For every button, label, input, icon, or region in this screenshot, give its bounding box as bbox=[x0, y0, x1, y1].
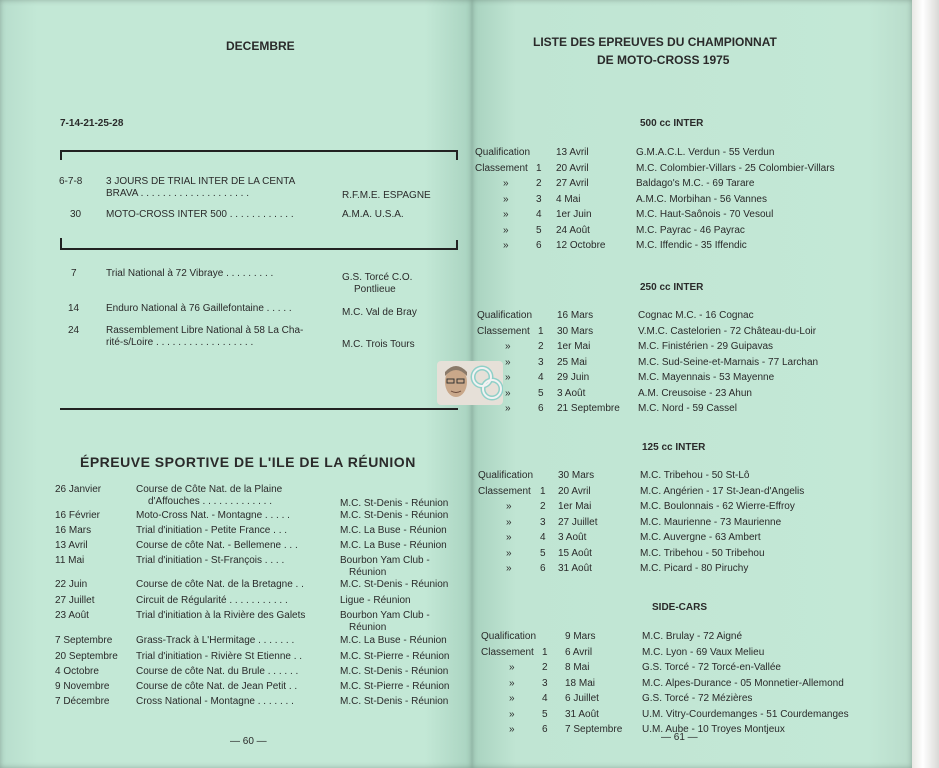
box-right-tick-bottom bbox=[456, 240, 458, 250]
reunion-event: Trial d'initiation à la Rivière des Galets bbox=[136, 610, 306, 621]
box-right-tick-top bbox=[456, 150, 458, 160]
row-date: 20 Avril bbox=[558, 485, 591, 497]
reunion-organizer-line2: Réunion bbox=[349, 567, 387, 578]
row-date: 1er Mai bbox=[557, 341, 591, 352]
reunion-event: Moto-Cross Nat. - Montagne . . . . . bbox=[136, 510, 290, 521]
row-date: 31 Août bbox=[558, 563, 592, 574]
box-left-tick-top bbox=[60, 150, 62, 160]
reunion-organizer: Bourbon Yam Club - bbox=[340, 610, 430, 621]
row-date: 9 Mars bbox=[565, 631, 596, 642]
row-number: 4 bbox=[536, 209, 542, 220]
row-label: » bbox=[503, 224, 509, 236]
row-date: 4 Mai bbox=[556, 193, 581, 205]
row-date: 20 Avril bbox=[556, 162, 589, 174]
boxed-organizer: R.F.M.E. ESPAGNE bbox=[342, 190, 431, 201]
row-label: » bbox=[506, 547, 512, 559]
row-label: » bbox=[505, 356, 511, 368]
box-bottom-rule bbox=[60, 248, 458, 250]
reunion-organizer: M.C. St-Denis - Réunion bbox=[340, 666, 449, 677]
row-label: » bbox=[503, 240, 509, 251]
row-number: 3 bbox=[540, 516, 546, 528]
row-club: U.M. Aube - 10 Troyes Montjeux bbox=[642, 724, 785, 735]
row-club: M.C. Nord - 59 Cassel bbox=[638, 403, 737, 414]
portrait-icon bbox=[441, 362, 471, 402]
row-number: 2 bbox=[540, 501, 546, 512]
row-number: 5 bbox=[542, 708, 548, 720]
row-club: M.C. Angérien - 17 St-Jean-d'Angelis bbox=[640, 485, 805, 497]
right-title-line1: LISTE DES EPREUVES DU CHAMPIONNAT bbox=[533, 35, 777, 49]
reunion-date: 13 Avril bbox=[55, 540, 88, 551]
row-label: » bbox=[505, 387, 511, 399]
reunion-organizer-line2: Réunion bbox=[349, 622, 387, 633]
december-event-organizer: M.C. Trois Tours bbox=[342, 339, 415, 350]
row-label: Qualification bbox=[475, 147, 531, 158]
row-date: 1er Juin bbox=[556, 209, 592, 220]
row-club: M.C. Sud-Seine-et-Marnais - 77 Larchan bbox=[638, 356, 819, 368]
row-date: 30 Mars bbox=[558, 470, 595, 481]
date-line: 7-14-21-25-28 bbox=[60, 118, 124, 129]
row-club: G.S. Torcé - 72 Mézières bbox=[642, 693, 753, 704]
reunion-event: Course de côte Nat. de la Bretagne . . bbox=[136, 579, 304, 590]
december-event-organizer: M.C. Val de Bray bbox=[342, 307, 417, 318]
reunion-date: 16 Mars bbox=[55, 525, 92, 536]
reunion-title: ÉPREUVE SPORTIVE DE L'ILE DE LA RÉUNION bbox=[80, 454, 416, 470]
reunion-event: Course de côte Nat. de Jean Petit . . bbox=[136, 681, 298, 692]
reunion-organizer: M.C. St-Pierre - Réunion bbox=[340, 681, 450, 692]
december-event-date: 7 bbox=[71, 268, 77, 279]
row-label: Classement bbox=[481, 646, 534, 658]
row-date: 25 Mai bbox=[557, 356, 588, 368]
row-date: 7 Septembre bbox=[565, 724, 623, 735]
left-page-header: DECEMBRE bbox=[226, 39, 295, 53]
reunion-event: Circuit de Régularité . . . . . . . . . . . bbox=[136, 595, 288, 606]
row-number: 5 bbox=[538, 387, 544, 399]
row-date: 18 Mai bbox=[565, 677, 596, 689]
box-top-rule bbox=[60, 150, 458, 152]
row-date: 6 Avril bbox=[565, 646, 593, 658]
row-club: V.M.C. Castelorien - 72 Château-du-Loir bbox=[638, 325, 817, 337]
row-number: 6 bbox=[540, 563, 546, 574]
row-date: 30 Mars bbox=[557, 325, 594, 337]
right-page-number: — 61 — bbox=[661, 732, 698, 743]
row-club: Baldago's M.C. - 69 Tarare bbox=[636, 178, 755, 189]
boxed-date: 6-7-8 bbox=[59, 176, 83, 187]
row-label: Qualification bbox=[478, 470, 534, 481]
row-club: M.C. Lyon - 69 Vaux Melieu bbox=[642, 646, 765, 658]
row-club: M.C. Maurienne - 73 Maurienne bbox=[640, 516, 782, 528]
row-number: 5 bbox=[540, 547, 546, 559]
reunion-organizer: Bourbon Yam Club - bbox=[340, 555, 430, 566]
row-date: 12 Octobre bbox=[556, 240, 606, 251]
row-number: 2 bbox=[536, 178, 542, 189]
reunion-organizer: M.C. La Buse - Réunion bbox=[340, 540, 447, 551]
boxed-event: 3 JOURS DE TRIAL INTER DE LA CENTA bbox=[106, 176, 296, 187]
reunion-date: 27 Juillet bbox=[55, 595, 95, 606]
section-heading: 250 cc INTER bbox=[640, 282, 704, 293]
row-date: 3 Août bbox=[558, 532, 587, 543]
section-heading: 500 cc INTER bbox=[640, 118, 704, 129]
row-club: M.C. Mayennais - 53 Mayenne bbox=[638, 372, 775, 383]
row-club: M.C. Auvergne - 63 Ambert bbox=[640, 532, 761, 543]
row-number: 4 bbox=[540, 532, 546, 543]
row-number: 6 bbox=[538, 403, 544, 414]
row-label: » bbox=[506, 516, 512, 528]
row-club: M.C. Tribehou - 50 St-Lô bbox=[640, 470, 750, 481]
reunion-date: 22 Juin bbox=[55, 579, 88, 590]
december-event-name: Trial National à 72 Vibraye . . . . . . . . . bbox=[106, 268, 274, 279]
row-club: A.M.C. Morbihan - 56 Vannes bbox=[636, 193, 767, 205]
row-club: M.C. Picard - 80 Piruchy bbox=[640, 563, 749, 574]
row-label: Classement bbox=[478, 485, 531, 497]
section-heading: 125 cc INTER bbox=[642, 442, 706, 453]
reunion-organizer: M.C. La Buse - Réunion bbox=[340, 525, 447, 536]
row-date: 13 Avril bbox=[556, 147, 589, 158]
row-number: 2 bbox=[542, 662, 548, 673]
row-label: » bbox=[509, 708, 515, 720]
row-club: U.M. Vitry-Courdemanges - 51 Courdemanges bbox=[642, 708, 849, 720]
reunion-date: 16 Février bbox=[55, 510, 101, 521]
reunion-date: 4 Octobre bbox=[55, 666, 99, 677]
reunion-organizer: M.C. St-Pierre - Réunion bbox=[340, 651, 450, 662]
reunion-event: Cross National - Montagne . . . . . . . bbox=[136, 696, 294, 707]
row-number: 3 bbox=[538, 356, 544, 368]
row-number: 3 bbox=[542, 677, 548, 689]
row-club: M.C. Iffendic - 35 Iffendic bbox=[636, 240, 747, 251]
reunion-event: Trial d'initiation - Rivière St Etienne . . bbox=[136, 651, 303, 662]
reunion-organizer: M.C. St-Denis - Réunion bbox=[340, 579, 449, 590]
row-club: M.C. Colombier-Villars - 25 Colombier-Villars bbox=[636, 162, 835, 174]
row-label: » bbox=[509, 677, 515, 689]
reunion-event: Trial d'initiation - Petite France . . . bbox=[136, 525, 288, 536]
december-event-date: 24 bbox=[68, 325, 80, 336]
december-event-name: Rassemblement Libre National à 58 La Cha- bbox=[106, 325, 304, 336]
row-number: 5 bbox=[536, 224, 542, 236]
row-number: 6 bbox=[542, 724, 548, 735]
row-label: Classement bbox=[475, 162, 528, 174]
row-label: » bbox=[509, 693, 515, 704]
reunion-organizer: M.C. La Buse - Réunion bbox=[340, 635, 447, 646]
row-label: » bbox=[503, 209, 509, 220]
row-club: M.C. Alpes-Durance - 05 Monnetier-Allemond bbox=[642, 677, 844, 689]
row-date: 3 Août bbox=[557, 387, 586, 399]
reunion-date: 26 Janvier bbox=[55, 484, 102, 495]
reunion-date: 23 Août bbox=[55, 610, 89, 621]
page-edges bbox=[912, 0, 939, 768]
row-label: » bbox=[509, 724, 515, 735]
row-label: » bbox=[506, 532, 512, 543]
row-number: 4 bbox=[542, 693, 548, 704]
row-number: 1 bbox=[538, 325, 544, 337]
row-club: M.C. Haut-Saônois - 70 Vesoul bbox=[636, 209, 774, 220]
row-label: Classement bbox=[477, 325, 530, 337]
boxed-date: 30 bbox=[70, 209, 82, 220]
december-event-date: 14 bbox=[68, 303, 80, 314]
reunion-date: 7 Septembre bbox=[55, 635, 113, 646]
row-number: 4 bbox=[538, 372, 544, 383]
row-club: G.M.A.C.L. Verdun - 55 Verdun bbox=[636, 147, 775, 158]
reunion-event: Course de côte Nat. du Brule . . . . . . bbox=[136, 666, 299, 677]
row-label: » bbox=[506, 563, 512, 574]
december-event-organizer-line2: Pontlieue bbox=[354, 284, 396, 295]
row-label: » bbox=[506, 501, 512, 512]
reunion-event-line2: d'Affouches . . . . . . . . . . . . . bbox=[148, 496, 272, 507]
row-number: 2 bbox=[538, 341, 544, 352]
reunion-organizer: M.C. St-Denis - Réunion bbox=[340, 498, 449, 509]
row-label: » bbox=[503, 193, 509, 205]
row-date: 6 Juillet bbox=[565, 693, 599, 704]
row-date: 27 Juillet bbox=[558, 516, 598, 528]
row-date: 8 Mai bbox=[565, 662, 590, 673]
row-label: » bbox=[503, 178, 509, 189]
reunion-date: 11 Mai bbox=[55, 555, 85, 566]
december-event-name-line2: rité-s/Loire . . . . . . . . . . . . . . . . . . bbox=[106, 337, 254, 348]
row-label: » bbox=[505, 372, 511, 383]
row-number: 6 bbox=[536, 240, 542, 251]
reunion-event: Course de Côte Nat. de la Plaine bbox=[136, 484, 283, 495]
row-date: 15 Août bbox=[558, 547, 592, 559]
row-label: » bbox=[505, 341, 511, 352]
reunion-organizer: M.C. St-Denis - Réunion bbox=[340, 510, 449, 521]
row-club: M.C. Brulay - 72 Aigné bbox=[642, 631, 743, 642]
box-left-tick-bottom bbox=[60, 238, 62, 248]
row-club: G.S. Torcé - 72 Torcé-en-Vallée bbox=[642, 662, 781, 673]
right-title-line2: DE MOTO-CROSS 1975 bbox=[597, 53, 730, 67]
row-club: M.C. Tribehou - 50 Tribehou bbox=[640, 547, 765, 559]
row-label: Qualification bbox=[481, 631, 537, 642]
row-club: M.C. Finistérien - 29 Guipavas bbox=[638, 341, 774, 352]
row-club: A.M. Creusoise - 23 Ahun bbox=[638, 387, 752, 399]
row-date: 31 Août bbox=[565, 708, 599, 720]
reunion-date: 7 Décembre bbox=[55, 696, 110, 707]
row-club: M.C. Boulonnais - 62 Wierre-Effroy bbox=[640, 501, 795, 512]
december-event-organizer: G.S. Torcé C.O. bbox=[342, 272, 413, 283]
row-club: Cognac M.C. - 16 Cognac bbox=[638, 310, 754, 321]
row-club: M.C. Payrac - 46 Payrac bbox=[636, 224, 745, 236]
row-label: Qualification bbox=[477, 310, 533, 321]
row-date: 1er Mai bbox=[558, 501, 592, 512]
row-date: 24 Août bbox=[556, 224, 590, 236]
reunion-organizer: M.C. St-Denis - Réunion bbox=[340, 696, 449, 707]
row-date: 21 Septembre bbox=[557, 403, 620, 414]
row-number: 3 bbox=[536, 193, 542, 205]
boxed-organizer: A.M.A. U.S.A. bbox=[342, 209, 404, 220]
december-event-name: Enduro National à 76 Gaillefontaine . . . . . bbox=[106, 303, 292, 314]
reunion-event: Trial d'initiation - St-François . . . . bbox=[136, 555, 285, 566]
row-date: 29 Juin bbox=[557, 372, 590, 383]
reunion-date: 20 Septembre bbox=[55, 651, 118, 662]
reunion-event: Grass-Track à L'Hermitage . . . . . . . bbox=[136, 635, 295, 646]
reunion-date: 9 Novembre bbox=[55, 681, 110, 692]
reunion-event: Course de côte Nat. - Bellemene . . . bbox=[136, 540, 298, 551]
separator-rule bbox=[60, 408, 458, 410]
watermark-logo-icon bbox=[470, 363, 503, 403]
reunion-organizer: Ligue - Réunion bbox=[340, 595, 411, 606]
row-label: » bbox=[505, 403, 511, 414]
row-number: 1 bbox=[542, 646, 548, 658]
boxed-event-line2: BRAVA . . . . . . . . . . . . . . . . . . . . bbox=[106, 188, 249, 199]
boxed-event: MOTO-CROSS INTER 500 . . . . . . . . . . . . bbox=[106, 209, 294, 220]
left-page-number: — 60 — bbox=[230, 736, 267, 747]
row-number: 1 bbox=[536, 162, 542, 174]
section-heading: SIDE-CARS bbox=[652, 602, 708, 613]
row-date: 27 Avril bbox=[556, 178, 589, 189]
row-label: » bbox=[509, 662, 515, 673]
row-number: 1 bbox=[540, 485, 546, 497]
row-date: 16 Mars bbox=[557, 310, 594, 321]
